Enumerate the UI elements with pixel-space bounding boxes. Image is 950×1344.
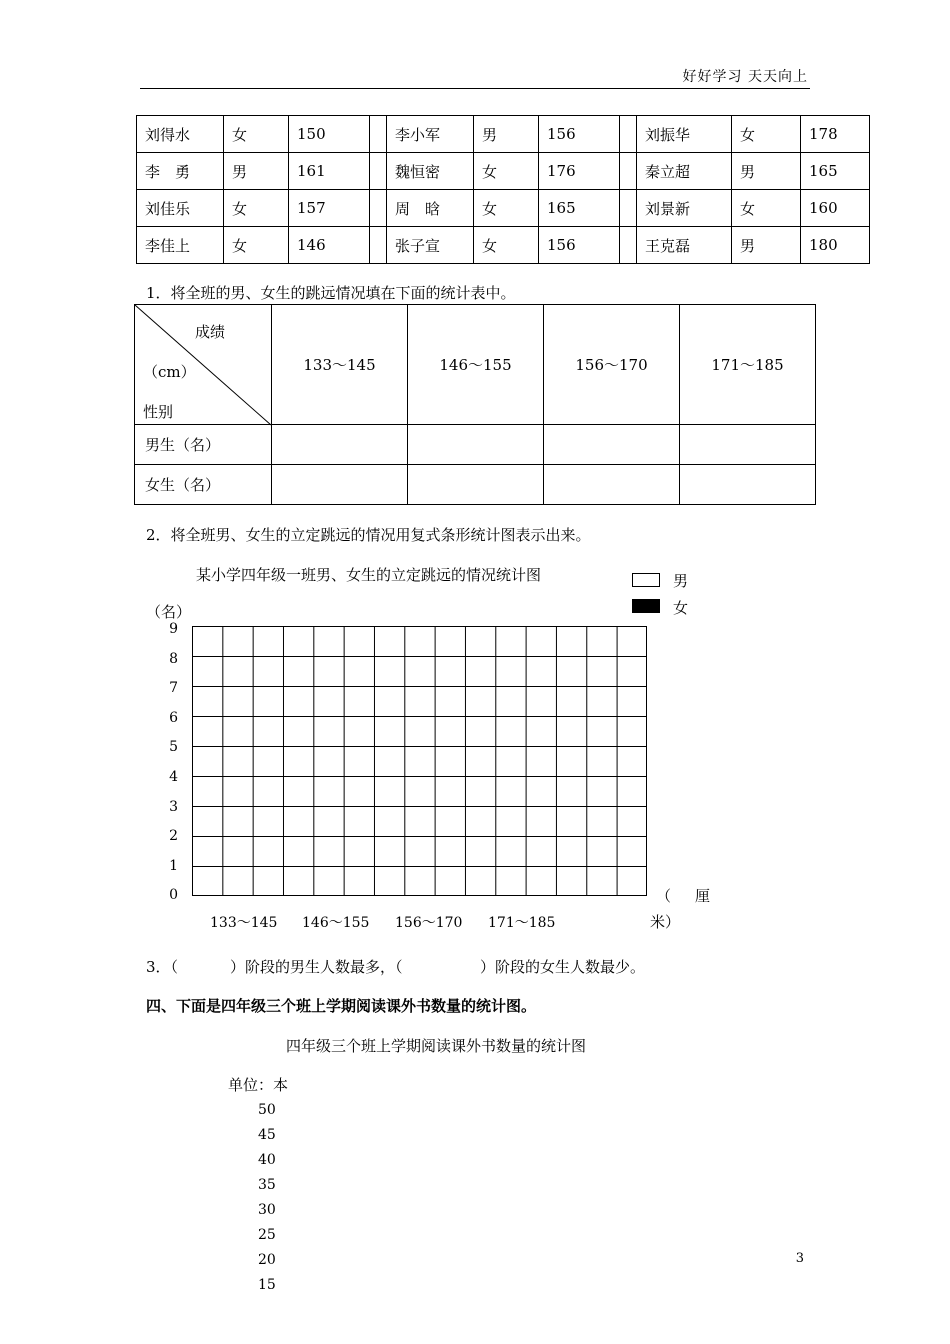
question-1-text: 1．将全班的男、女生的跳远情况填在下面的统计表中。 [146, 284, 516, 302]
x-tick-label: 171～185 [488, 915, 556, 931]
y-tick-label: 6 [169, 709, 178, 726]
student-score-cell: 160 [801, 190, 870, 227]
student-name-cell: 刘得水 [137, 116, 224, 153]
chart-title: 某小学四年级一班男、女生的立定跳远的情况统计图 [196, 566, 542, 584]
blank-answer-cell[interactable] [408, 425, 544, 465]
question-2-text: 2．将全班男、女生的立定跳远的情况用复式条形统计图表示出来。 [146, 526, 591, 544]
x-tick-label: 133～145 [210, 915, 278, 931]
y-tick-label: 1 [169, 857, 178, 874]
student-name-cell: 秦立超 [637, 153, 732, 190]
legend-female-label: 女 [673, 599, 689, 617]
student-name-cell: 刘振华 [637, 116, 732, 153]
student-name-cell: 刘景新 [637, 190, 732, 227]
column-spacer-cell [370, 153, 387, 190]
student-score-cell: 180 [801, 227, 870, 264]
bar-chart-grid[interactable] [192, 626, 647, 896]
student-score-cell: 165 [801, 153, 870, 190]
blank-answer-cell[interactable] [544, 465, 680, 505]
blank-answer-cell[interactable] [408, 465, 544, 505]
chart2-y-tick-label: 30 [258, 1202, 276, 1218]
x-axis-unit-clip [650, 906, 690, 931]
question-3-part1: 3．（ [146, 958, 179, 976]
student-score-cell: 156 [539, 227, 620, 264]
student-name-cell: 李 勇 [137, 153, 224, 190]
section-4-heading: 四、下面是四年级三个班上学期阅读课外书数量的统计图。 [146, 997, 537, 1015]
blank-answer-cell[interactable] [544, 425, 680, 465]
y-axis-unit: （名） [146, 603, 192, 621]
table-row [137, 153, 870, 190]
student-gender-cell: 女 [732, 190, 801, 227]
y-tick-label: 4 [169, 769, 178, 785]
table-row [137, 116, 870, 153]
chart2-y-tick-label: 40 [258, 1152, 276, 1168]
student-gender-cell: 女 [732, 116, 801, 153]
student-score-cell: 146 [289, 227, 370, 264]
y-tick-label: 2 [169, 828, 178, 845]
student-gender-cell: 女 [474, 153, 539, 190]
legend-male-swatch [632, 573, 660, 587]
student-score-cell: 150 [289, 116, 370, 153]
chart2-y-tick-label: 25 [258, 1227, 276, 1243]
student-gender-cell: 女 [224, 116, 289, 153]
row-label-boys: 男生（名） [135, 425, 272, 465]
table-corner-cell [135, 305, 272, 425]
x-tick-label: 156～170 [395, 915, 463, 931]
header-divider [140, 88, 810, 89]
student-score-cell: 161 [289, 153, 370, 190]
answer-blank-boys-most[interactable] [180, 956, 226, 974]
column-spacer-cell [620, 190, 637, 227]
student-name-cell: 王克磊 [637, 227, 732, 264]
student-score-cell: 176 [539, 153, 620, 190]
student-name-cell: 周 晗 [387, 190, 474, 227]
y-tick-label: 0 [169, 887, 178, 904]
x-axis-unit-open: （ [656, 887, 672, 905]
student-gender-cell: 女 [474, 190, 539, 227]
student-score-cell: 157 [289, 190, 370, 227]
x-tick-label: 146～155 [302, 915, 370, 931]
student-gender-cell: 女 [224, 190, 289, 227]
table-row [137, 227, 870, 264]
student-name-cell: 李佳上 [137, 227, 224, 264]
student-score-cell: 178 [801, 116, 870, 153]
range-header: 171～185 [680, 305, 816, 425]
chart2-y-tick-label: 45 [258, 1127, 276, 1143]
jump-stats-table [134, 304, 816, 505]
student-name-cell: 张子宣 [387, 227, 474, 264]
blank-answer-cell[interactable] [680, 425, 816, 465]
student-score-cell: 165 [539, 190, 620, 227]
y-tick-label: 3 [169, 798, 178, 815]
range-header: 156～170 [544, 305, 680, 425]
column-spacer-cell [620, 116, 637, 153]
column-spacer-cell [620, 153, 637, 190]
legend-female-swatch [632, 599, 660, 613]
page-header-motto: 好好学习 天天向上 [682, 69, 808, 85]
table-row [137, 190, 870, 227]
student-gender-cell: 女 [224, 227, 289, 264]
student-roster-table [136, 115, 870, 264]
y-tick-label: 7 [169, 680, 178, 697]
row-label-girls: 女生（名） [135, 465, 272, 505]
corner-label-gender: 性别 [143, 403, 174, 421]
blank-answer-cell[interactable] [272, 425, 408, 465]
question-3-part3: ）阶段的女生人数最少。 [480, 958, 646, 976]
blank-answer-cell[interactable] [272, 465, 408, 505]
range-header: 146～155 [408, 305, 544, 425]
column-spacer-cell [370, 116, 387, 153]
y-tick-label: 5 [169, 739, 178, 756]
answer-blank-girls-least[interactable] [424, 956, 476, 974]
student-gender-cell: 女 [474, 227, 539, 264]
chart2-title: 四年级三个班上学期阅读课外书数量的统计图 [286, 1037, 587, 1055]
x-axis-unit-li: 厘 [695, 887, 711, 905]
student-name-cell: 李小军 [387, 116, 474, 153]
blank-answer-cell[interactable] [680, 465, 816, 505]
student-score-cell: 156 [539, 116, 620, 153]
column-spacer-cell [620, 227, 637, 264]
student-name-cell: 刘佳乐 [137, 190, 224, 227]
chart2-y-tick-label: 35 [258, 1177, 276, 1193]
corner-label-unit: （cm） [143, 363, 196, 381]
student-gender-cell: 男 [732, 227, 801, 264]
chart2-y-tick-label: 20 [258, 1252, 276, 1268]
legend-male-label: 男 [673, 572, 689, 590]
y-tick-label: 9 [169, 621, 178, 637]
x-axis-unit-mi: 米） [650, 913, 681, 931]
chart2-y-tick-label: 15 [258, 1277, 276, 1293]
question-3-part2: ）阶段的男生人数最多，（ [230, 958, 403, 976]
chart2-y-tick-label: 50 [258, 1102, 276, 1118]
y-tick-label: 8 [169, 650, 178, 667]
corner-label-score: 成绩 [195, 323, 226, 341]
student-name-cell: 魏恒密 [387, 153, 474, 190]
student-gender-cell: 男 [732, 153, 801, 190]
column-spacer-cell [370, 227, 387, 264]
student-gender-cell: 男 [474, 116, 539, 153]
page-number: 3 [795, 1251, 804, 1266]
student-gender-cell: 男 [224, 153, 289, 190]
column-spacer-cell [370, 190, 387, 227]
chart2-unit-label: 单位：本 [228, 1076, 289, 1094]
range-header: 133～145 [272, 305, 408, 425]
